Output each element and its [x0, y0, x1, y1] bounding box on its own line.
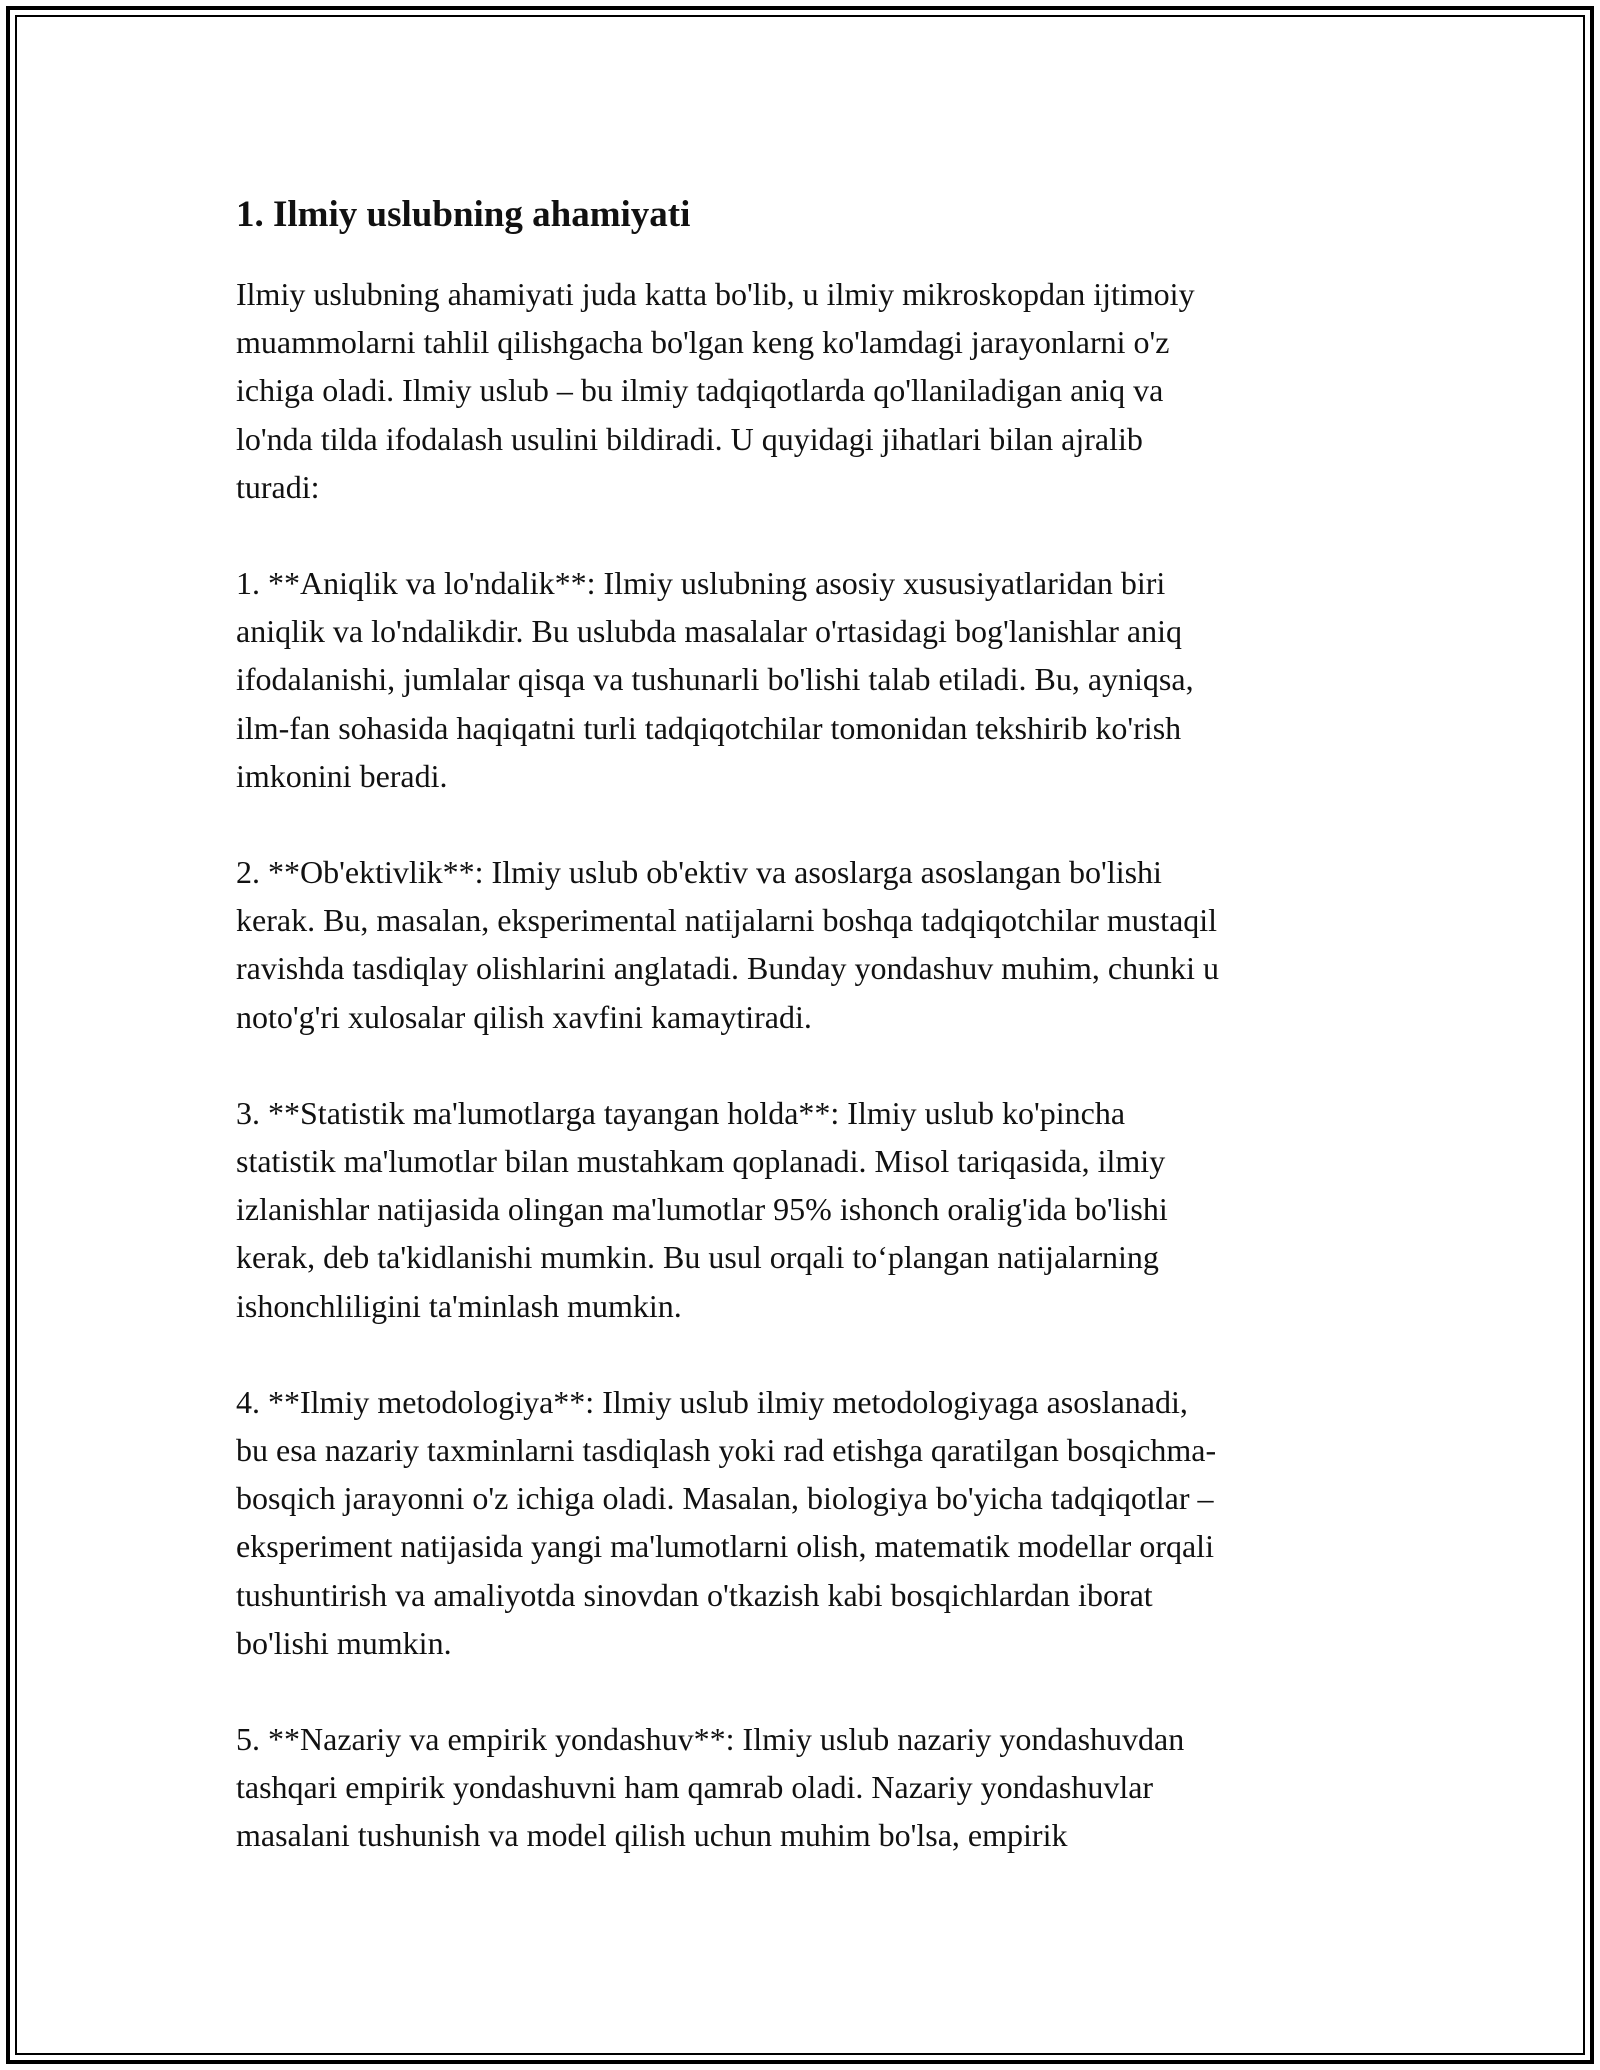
point-4-paragraph: 4. **Ilmiy metodologiya**: Ilmiy uslub ilmiy metodologiyaga asoslanadi, bu esa nazariy taxminlarni tasdiqlash yoki rad etishga qaratilgan bosqichma- bosqich jarayonni o'z ichiga oladi. Masalan, biologiya bo'yicha tadqiqotlar – eksperiment natijasida yangi ma'lumotlarni olish, matematik modellar orqali tushuntirish va amaliyotda sinovdan o'tkazish kabi bosqichlardan iborat bo'lishi mumkin.: [236, 1383, 1217, 1661]
point-1-paragraph: 1. **Aniqlik va lo'ndalik**: Ilmiy uslubning asosiy xususiyatlaridan biri aniqlik va lo'ndalikdir. Bu uslubda masalalar o'rtasidagi bog'lanishlar aniq ifodalanishi, jumlalar qisqa va tushunarli bo'lishi talab etiladi. Bu, ayniqsa, ilm-fan sohasida haqiqatni turli tadqiqotchilar tomonidan tekshirib ko'rish imkonini beradi.: [236, 565, 1194, 794]
intro-paragraph: Ilmiy uslubning ahamiyati juda katta bo'lib, u ilmiy mikroskopdan ijtimoiy muammolarni tahlil qilishgacha bo'lgan keng ko'lamdagi jarayonlarni o'z ichiga oladi. Ilmiy uslub – bu ilmiy tadqiqotlarda qo'llaniladigan aniq va lo'nda tilda ifodalash usulini bildiradi. U quyidagi jihatlari bilan ajralib turadi:: [236, 276, 1195, 505]
section-heading: 1. Ilmiy uslubning ahamiyati: [236, 194, 691, 235]
point-5-paragraph: 5. **Nazariy va empirik yondashuv**: Ilmiy uslub nazariy yondashuvdan tashqari empirik yondashuvni ham qamrab oladi. Nazariy yondashuvlar masalani tushunish va model qilish uchun muhim bo'lsa, empirik: [236, 1721, 1185, 1854]
point-2-paragraph: 2. **Ob'ektivlik**: Ilmiy uslub ob'ektiv va asoslarga asoslangan bo'lishi kerak. Bu, masalan, eksperimental natijalarni boshqa tadqiqotchilar mustaqil ravishda tasdiqlay olishlarini anglatadi. Bunday yondashuv muhim, chunki u noto'g'ri xulosalar qilish xavfini kamaytiradi.: [236, 854, 1219, 1035]
document-body: [236, 186, 1371, 1908]
point-3-paragraph: 3. **Statistik ma'lumotlarga tayangan holda**: Ilmiy uslub ko'pincha statistik ma'lumotlar bilan mustahkam qoplanadi. Misol tariqasida, ilmiy izlanishlar natijasida olingan ma'lumotlar 95% ishonch oralig'ida bo'lishi kerak, deb ta'kidlanishi mumkin. Bu usul orqali to‘plangan natijalarning ishonchliligini ta'minlash mumkin.: [236, 1094, 1168, 1324]
